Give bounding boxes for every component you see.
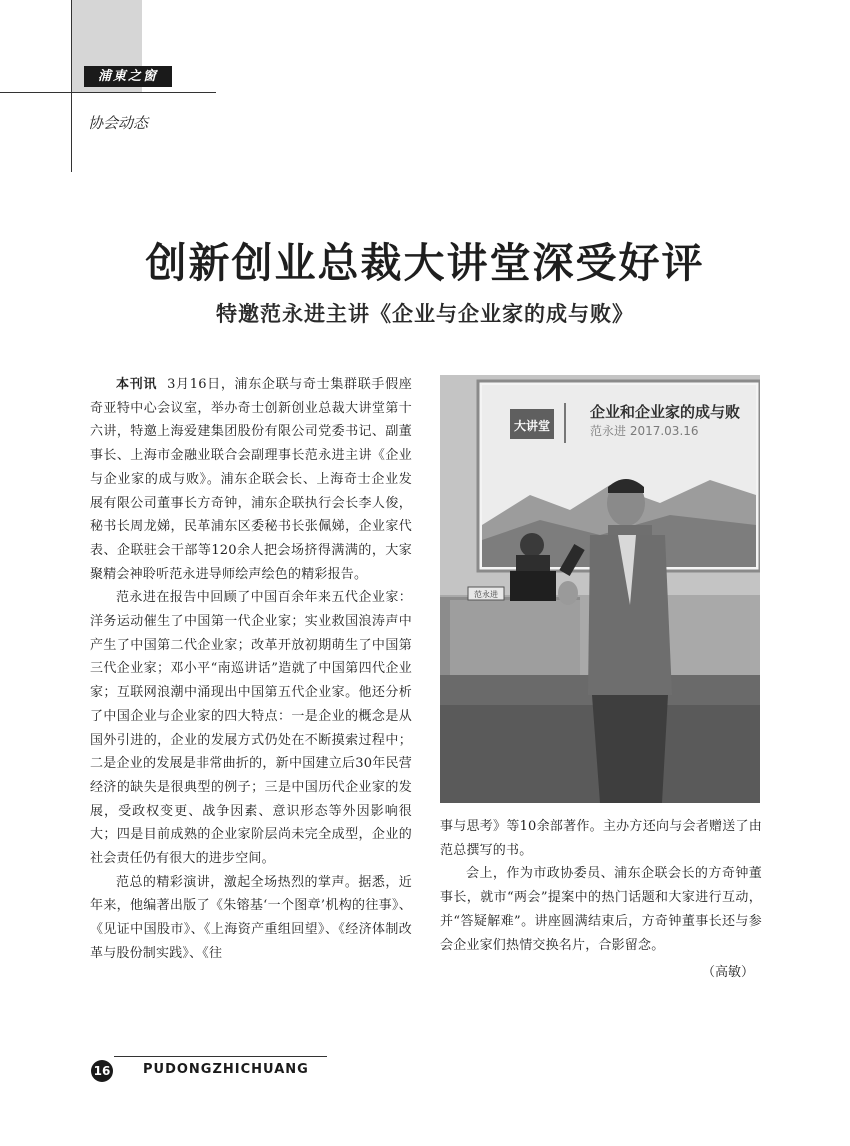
left-column — [90, 373, 412, 966]
section-label: 协会动态 — [88, 114, 149, 132]
article-subtitle: 特邀范永进主讲《企业与企业家的成与败》 — [216, 302, 634, 326]
screen-logo: 大讲堂 — [513, 419, 551, 433]
right-column — [440, 815, 762, 980]
nameplate: 范永进 — [474, 590, 498, 599]
lecture-photo — [440, 375, 760, 803]
screen-subtitle: 范永进 2017.03.16 — [590, 424, 699, 438]
page-number: 16 — [91, 1060, 113, 1082]
paragraph-2: 范永进在报告中回顾了中国百余年来五代企业家：洋务运动催生了中国第一代企业家；实业救国浪涛声中产生了中国第二代企业家；改革开放初期萌生了中国第三代企业家；邓小平“南巡讲话”造就了中国第四代企业家；互联网浪潮中涌现出中国第五代企业家。他还分析了中国企业与企业家的四大特点：一是企业的概念是从国外引进的，企业的发展方式仍处在不断摸索过程中；二是企业的发展是非常曲折的，新中国建立后30年民营经济的缺失是很典型的例子；三是中国历代企业家的发展，受政权变更、战争因素、意识形态等外因影响很大；四是目前成熟的企业家阶层尚未完全成型，企业的社会责任仍有很大的进步空间。 — [90, 590, 412, 867]
magazine-logo: 浦東之窗 — [84, 66, 172, 87]
paragraph-1-text: 3月16日，浦东企联与奇士集群联手假座奇亚特中心会议室，举办奇士创新创业总裁大讲堂第十六讲，特邀上海爱建集团股份有限公司党委书记、副董事长、上海市金融业联合会副理事长范永进主讲《企业与企业家的成与败》。浦东企联会长、上海奇士企业发展有限公司董事长方奇钟，浦东企联执行会长李人俊，秘书长周龙娣，民革浦东区委秘书长张佩娣，企业家代表、企联驻会干部等120余人把会场挤得满满的，大家聚精会神聆听范永进导师绘声绘色的精彩报告。 — [90, 377, 412, 582]
footer-magazine-name: PUDONGZHICHUANG — [143, 1062, 309, 1077]
author-credit: （高敏） — [701, 965, 754, 981]
paragraph-4: 事与思考》等10余部著作。主办方还向与会者赠送了由范总撰写的书。 — [440, 819, 762, 858]
paragraph-1 — [90, 373, 412, 586]
paragraph-3: 范总的精彩演讲，激起全场热烈的掌声。据悉，近年来，他编著出版了《朱镕基‘一个图章’机构的往事》、《见证中国股市》、《上海资产重组回望》、《经济体制改革与股份制实践》、《往 — [90, 874, 412, 961]
lecture-photo-illustration — [440, 375, 760, 803]
paragraph-5: 会上，作为市政协委员、浦东企联会长的方奇钟董事长，就市“两会”提案中的热门话题和大家进行互动，并“答疑解难”。讲座圆满结束后，方奇钟董事长还与参会企业家们热情交换名片，合影留念。 — [440, 866, 762, 953]
article-title: 创新创业总裁大讲堂深受好评 — [145, 239, 705, 287]
header-horizontal-rule — [0, 92, 216, 93]
header-vertical-rule — [71, 0, 72, 172]
screen-title: 企业和企业家的成与败 — [590, 403, 741, 421]
footer-rule — [114, 1056, 327, 1057]
lead-label: 本刊讯 — [116, 377, 158, 392]
